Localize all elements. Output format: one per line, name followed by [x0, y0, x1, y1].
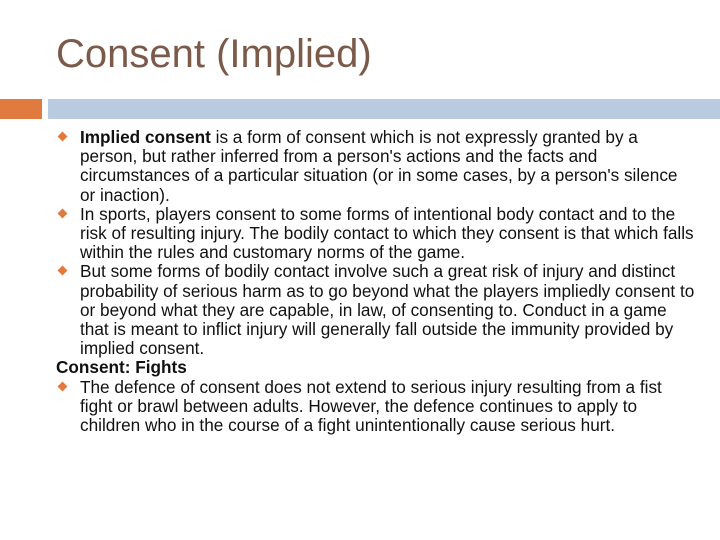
bullet-item — [56, 262, 696, 358]
bullet-lead-text: Implied consent — [80, 127, 211, 147]
diamond-bullet-icon — [58, 266, 68, 276]
bullet-text: In sports, players consent to some forms of intentional body contact and to the risk of resulting injury. The bodily contact to which they consent is that which falls within the rules and customary norms of the game. — [80, 203, 694, 263]
diamond-bullet-icon — [58, 381, 68, 391]
slide-body — [56, 128, 696, 435]
bullet-item — [56, 205, 696, 263]
bullet-text: The defence of consent does not extend to serious injury resulting from a fist fight or brawl between adults. However, the defence continues to apply to children who in the course of a fight unintentionally cause serious hurt. — [80, 376, 662, 436]
slide-title: Consent (Implied) — [56, 32, 372, 76]
subheading: Consent: Fights — [56, 357, 187, 378]
diamond-bullet-icon — [58, 132, 68, 142]
bullet-text: is a form of consent which is not expressly granted by a person, but rather inferred from a person's actions and the facts and circumstances of a particular situation (or in some cases, by a person's silence or inaction). — [80, 127, 678, 205]
bullet-item — [56, 378, 696, 436]
diamond-bullet-icon — [58, 208, 68, 218]
bullet-text: But some forms of bodily contact involve such a great risk of injury and distinct probability of serious harm as to go beyond what the players impliedly consent to or beyond what they are capable, in law, of consenting to. Conduct in a game that is meant to inflict injury will generally fall outside the immunity provided by implied consent. — [80, 261, 695, 359]
bullet-item — [56, 128, 696, 205]
title-divider-bar — [48, 99, 720, 119]
title-accent-bar — [0, 99, 42, 119]
